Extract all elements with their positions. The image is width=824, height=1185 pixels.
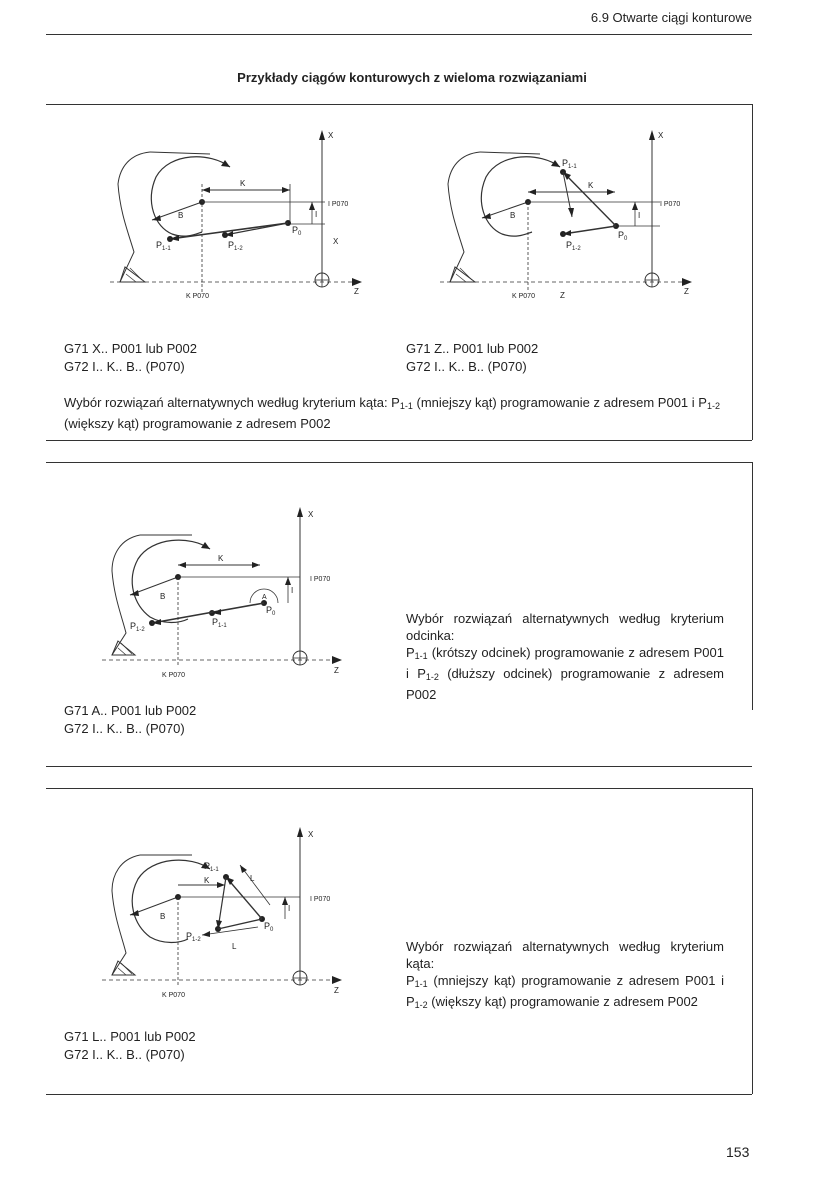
example2-description: Wybór rozwiązań alternatywnych według kryterium odcinka: $P_{1-1}$ (krótszy odcinek) programowanie z adresem P001 i $P_{1-2}$ (dłuższy odcinek) programowanie z adresem P002	[406, 611, 725, 702]
diagram-label-ip070: I P070	[310, 576, 331, 583]
diagram-label-x: X	[308, 830, 314, 839]
example1-note: Wybór rozwiązań alternatywnych według kryterium kąta: $P_{1-1}$ (mniejszy kąt) programowanie z adresem P001 i $P_{1-2}$ (większy kąt) programowanie z adresem P002	[64, 395, 720, 431]
example1-bottom-rule	[46, 440, 752, 441]
diagram-label-p11: $P_{1-1}$	[562, 158, 577, 170]
diagram-label-p12: $P_{1-2}$	[186, 931, 201, 943]
diagram-label-kp070: K P070	[162, 672, 185, 679]
diagram-label-kp070: K P070	[512, 293, 535, 300]
diagram-label-p12: $P_{1-2}$	[228, 240, 243, 252]
diagram-2	[90, 505, 380, 695]
diagram-label-i: I	[638, 211, 641, 220]
diagram-1-left	[90, 122, 380, 312]
diagram-label-ip070: I P070	[660, 201, 681, 208]
diagram-label-p11: $P_{1-1}$	[212, 617, 227, 629]
diagram-label-z: Z	[334, 986, 339, 995]
diagram-label-b: B	[178, 211, 184, 220]
example3-top-rule	[46, 788, 752, 789]
diagram-label-i: I	[288, 904, 291, 913]
diagram-label-p12: $P_{1-2}$	[566, 240, 581, 252]
page-title: Przykłady ciągów konturowych z wieloma rozwiązaniami	[237, 70, 587, 85]
example2-right-rule	[752, 462, 753, 710]
running-header: 6.9 Otwarte ciągi konturowe	[590, 10, 752, 25]
example1-right-rule	[752, 104, 753, 440]
example1-top-rule	[46, 104, 752, 105]
diagram-label-x: X	[308, 510, 314, 519]
diagram-label-a: A	[262, 594, 267, 601]
example3-description: Wybór rozwiązań alternatywnych według kryterium kąta: $P_{1-1}$ (mniejszy kąt) programowanie z adresem P001 i $P_{1-2}$ (większy kąt) programowanie z adresem P002	[406, 939, 724, 1010]
diagram-label-l: L	[250, 874, 255, 883]
diagram-label-x: X	[328, 131, 334, 140]
code-line: G72 I.. K.. B.. (P070)	[64, 1047, 185, 1062]
example2-bottom-rule	[46, 766, 752, 767]
example3-right-rule	[752, 788, 753, 1094]
diagram-label-p0: $P_0$	[264, 921, 274, 933]
diagram-label-z: Z	[354, 287, 359, 296]
diagram-label-k: K	[204, 876, 210, 885]
code-line: G71 X.. P001 lub P002	[64, 341, 197, 356]
diagram-label-l2: L	[232, 942, 237, 951]
diagram-label-p11: $P_{1-1}$	[156, 240, 171, 252]
example2-top-rule	[46, 462, 752, 463]
diagram-label-ip070: I P070	[328, 201, 349, 208]
diagram-label-p12: $P_{1-2}$	[130, 621, 145, 633]
diagram-label-kp070: K P070	[162, 992, 185, 999]
diagram-label-b: B	[160, 912, 166, 921]
diagram-label-i: I	[315, 210, 318, 219]
diagram-label-x: X	[658, 131, 664, 140]
diagram-label-i: I	[291, 586, 294, 595]
diagram-label-k: K	[240, 179, 246, 188]
header-rule	[46, 34, 752, 35]
example3-bottom-rule	[46, 1094, 752, 1095]
example2-code	[64, 702, 196, 738]
diagram-label-p0: $P_0$	[292, 225, 302, 237]
diagram-label-p0: $P_0$	[618, 230, 628, 242]
diagram-1-right	[420, 122, 710, 312]
diagram-label-k: K	[218, 554, 224, 563]
diagram-label-p11: $P_{1-1}$	[204, 861, 219, 873]
code-line: G72 I.. K.. B.. (P070)	[64, 359, 185, 374]
page-number: 153	[726, 1144, 750, 1160]
diagram-label-p0: $P_0$	[266, 605, 276, 617]
diagram-label-z: Z	[334, 666, 339, 675]
diagram-label-z: Z	[684, 287, 689, 296]
code-line: G72 I.. K.. B.. (P070)	[406, 359, 527, 374]
code-line: G72 I.. K.. B.. (P070)	[64, 721, 185, 736]
example3-code	[64, 1028, 196, 1064]
diagram-3	[90, 825, 380, 1015]
diagram-label-kp070: K P070	[186, 293, 209, 300]
code-line: G71 Z.. P001 lub P002	[406, 341, 539, 356]
code-line: G71 A.. P001 lub P002	[64, 703, 197, 718]
diagram-label-ip070: I P070	[310, 896, 331, 903]
diagram-label-x2: X	[333, 237, 339, 246]
diagram-label-k: K	[588, 181, 594, 190]
diagram-label-b: B	[510, 211, 516, 220]
example1-left-code	[64, 340, 197, 376]
diagram-label-b: B	[160, 592, 166, 601]
code-line: G71 L.. P001 lub P002	[64, 1029, 196, 1044]
diagram-label-z-mid: Z	[560, 291, 565, 300]
example1-right-code	[406, 340, 538, 376]
